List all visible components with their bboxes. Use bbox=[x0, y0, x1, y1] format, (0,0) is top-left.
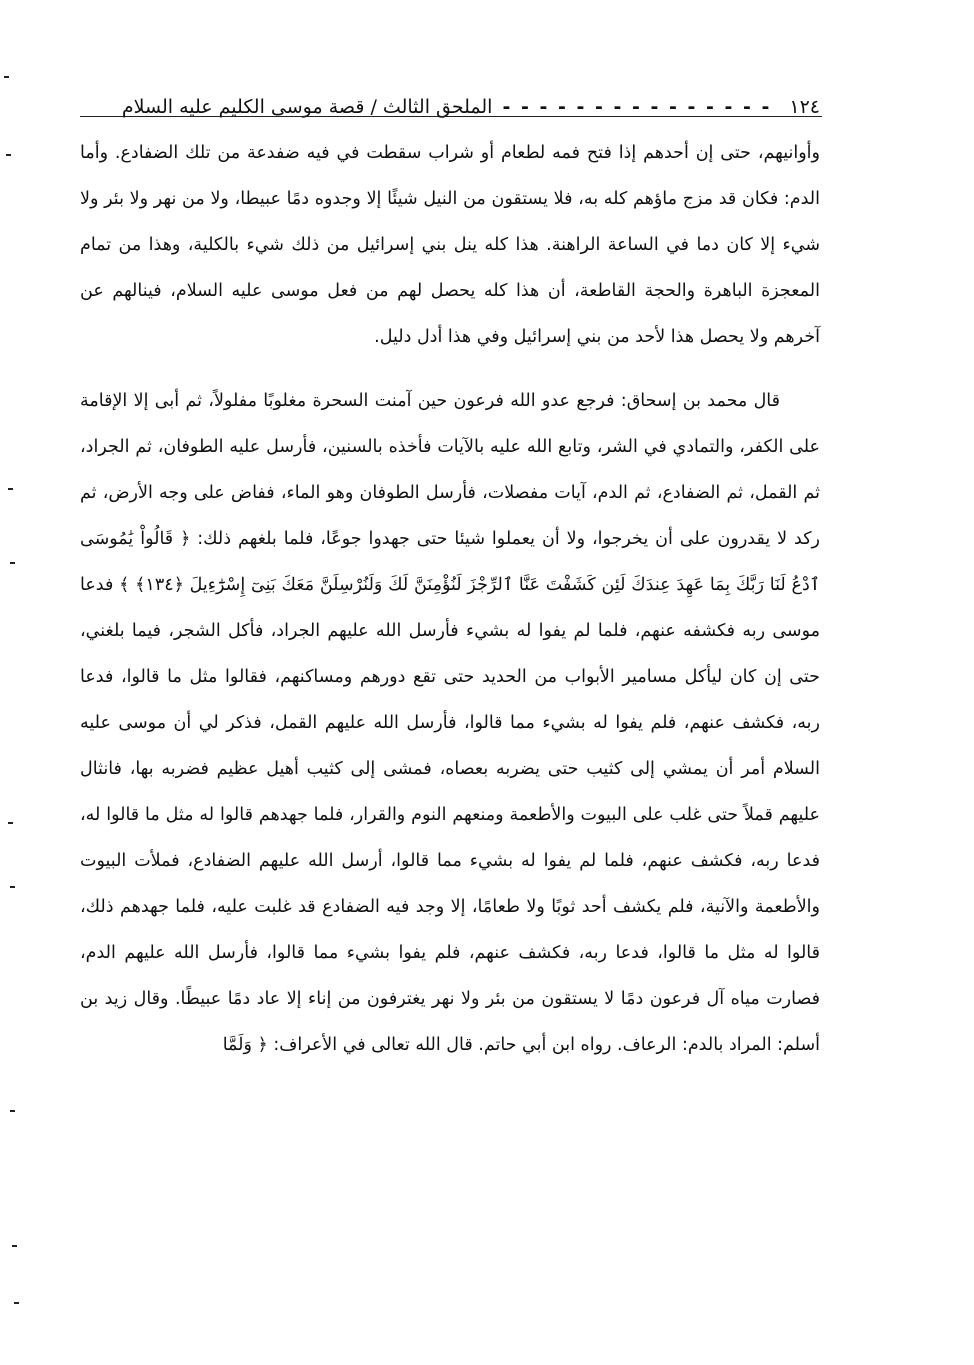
paragraph-2 bbox=[80, 378, 820, 1068]
scan-speck bbox=[6, 154, 11, 156]
header-dash-leader: - - - - - - - - - - - - - - - bbox=[502, 96, 772, 118]
scan-speck bbox=[8, 822, 13, 824]
running-title: الملحق الثالث / قصة موسى الكليم عليه السلام bbox=[121, 96, 493, 118]
header-rule bbox=[80, 116, 822, 117]
scan-speck bbox=[4, 76, 9, 78]
text-segment: قال محمد بن إسحاق: فرجع عدو الله فرعون حين آمنت السحرة مغلوبًا مفلولاً، ثم أبى إلا الإقامة على الكفر، والتمادي في الشر، وتابع الله عليه بالآيات فأخذه بالسنين، فأرسل عليه الطوفان، ثم الجراد، ثم القمل، ثم الضفادع، ثم الدم، آيات مفصلات، فأرسل الطوفان وهو الماء، ففاض على وجه الأرض، ثم ركد لا يقدرون على أن يخرجوا، ولا أن يعملوا شيئا حتى جهدوا جوعًا، فلما بلغهم ذلك: bbox=[80, 391, 821, 549]
running-header bbox=[80, 74, 820, 118]
text-segment: وأوانيهم، حتى إن أحدهم إذا فتح فمه لطعام أو شراب سقطت في فيه ضفدعة من تلك الضفادع. وأما الدم: فكان قد مزج ماؤهم كله به، فلا يستقون من النيل شيئًا إلا وجدوه دمًا عبيطا، ولا من نهر ولا بئر ولا شيء إلا كان دما في الساعة الراهنة. هذا كله ينل بني إسرائيل من ذلك شيء بالكلية، وهذا من تمام المعجزة الباهرة والحجة القاطعة، أن هذا كله يحصل لهم من فعل موسى عليه السلام، فينالهم عن آخرهم ولا يحصل هذا لأحد من بني إسرائيل وفي هذا أدل دليل. bbox=[80, 143, 820, 347]
text-segment: فدعا موسى ربه فكشفه عنهم، فلما لم يفوا له بشيء فأرسل الله عليهم الجراد، فأكل الشجر، فيما بلغني، حتى إن كان ليأكل مسامير الأبواب من الحديد حتى تقع دورهم ومساكنهم، فقالوا مثل ما قالوا، فدعا ربه، فكشف عنهم، فلم يفوا له بشيء مما قالوا، فأرسل الله عليهم القمل، فذكر لي أن موسى عليه السلام أمر أن يمشي إلى كثيب حتى يضربه بعصاه، فمشى إلى كثيب أهيل عظيم فضربه بها، فانثال عليهم قملاً حتى غلب على البيوت والأطعمة ومنعهم النوم والقرار، فلما جهدهم قالوا له مثل ما قالوا له، فدعا ربه، فكشف عنهم، فلما لم يفوا له بشيء مما قالوا، أرسل الله عليهم الضفادع، فملأت البيوت والأطعمة والآنية، فلم يكشف أحد ثوبًا ولا طعامًا، إلا وجد فيه الضفادع قد غلبت عليه، فلما جهدهم ذلك، قالوا له مثل ما قالوا، فدعا ربه، فكشف عنهم، فلم يفوا بشيء مما قالوا، فأرسل الله عليهم الدم، فصارت مياه آل فرعون دمًا لا يستقون من بئر ولا نهر يغترفون من إناء إلا عاد دمًا عبيطًا. وقال زيد بن أسلم: المراد بالدم: الرعاف. رواه ابن أبي حاتم. قال الله تعالى في الأعراف: bbox=[80, 575, 820, 1055]
quran-verse: ﴿ قَالُواْ يَٰمُوسَى ٱدْعُ لَنَا رَبَّكَ بِمَا عَهِدَ عِندَكَ لَئِن كَشَفْتَ عَنَّا ٱلرِّجْزَ لَنُؤْمِنَنَّ لَكَ وَلَنُرْسِلَنَّ مَعَكَ بَنِىٓ إِسْرَٰٓءِيلَ ﴿١٣٤﴾ ﴾ bbox=[80, 529, 821, 595]
paragraph-1 bbox=[80, 130, 820, 360]
scan-speck bbox=[10, 562, 15, 564]
scan-speck bbox=[12, 1245, 17, 1247]
scan-speck bbox=[10, 886, 15, 888]
scan-speck bbox=[14, 1302, 19, 1304]
page-number: ١٢٤ bbox=[789, 96, 820, 118]
scan-speck bbox=[8, 488, 13, 490]
quran-verse-start: ﴿ وَلَمَّا bbox=[222, 1035, 268, 1055]
scan-speck bbox=[10, 1110, 15, 1112]
body-text bbox=[80, 130, 820, 1068]
